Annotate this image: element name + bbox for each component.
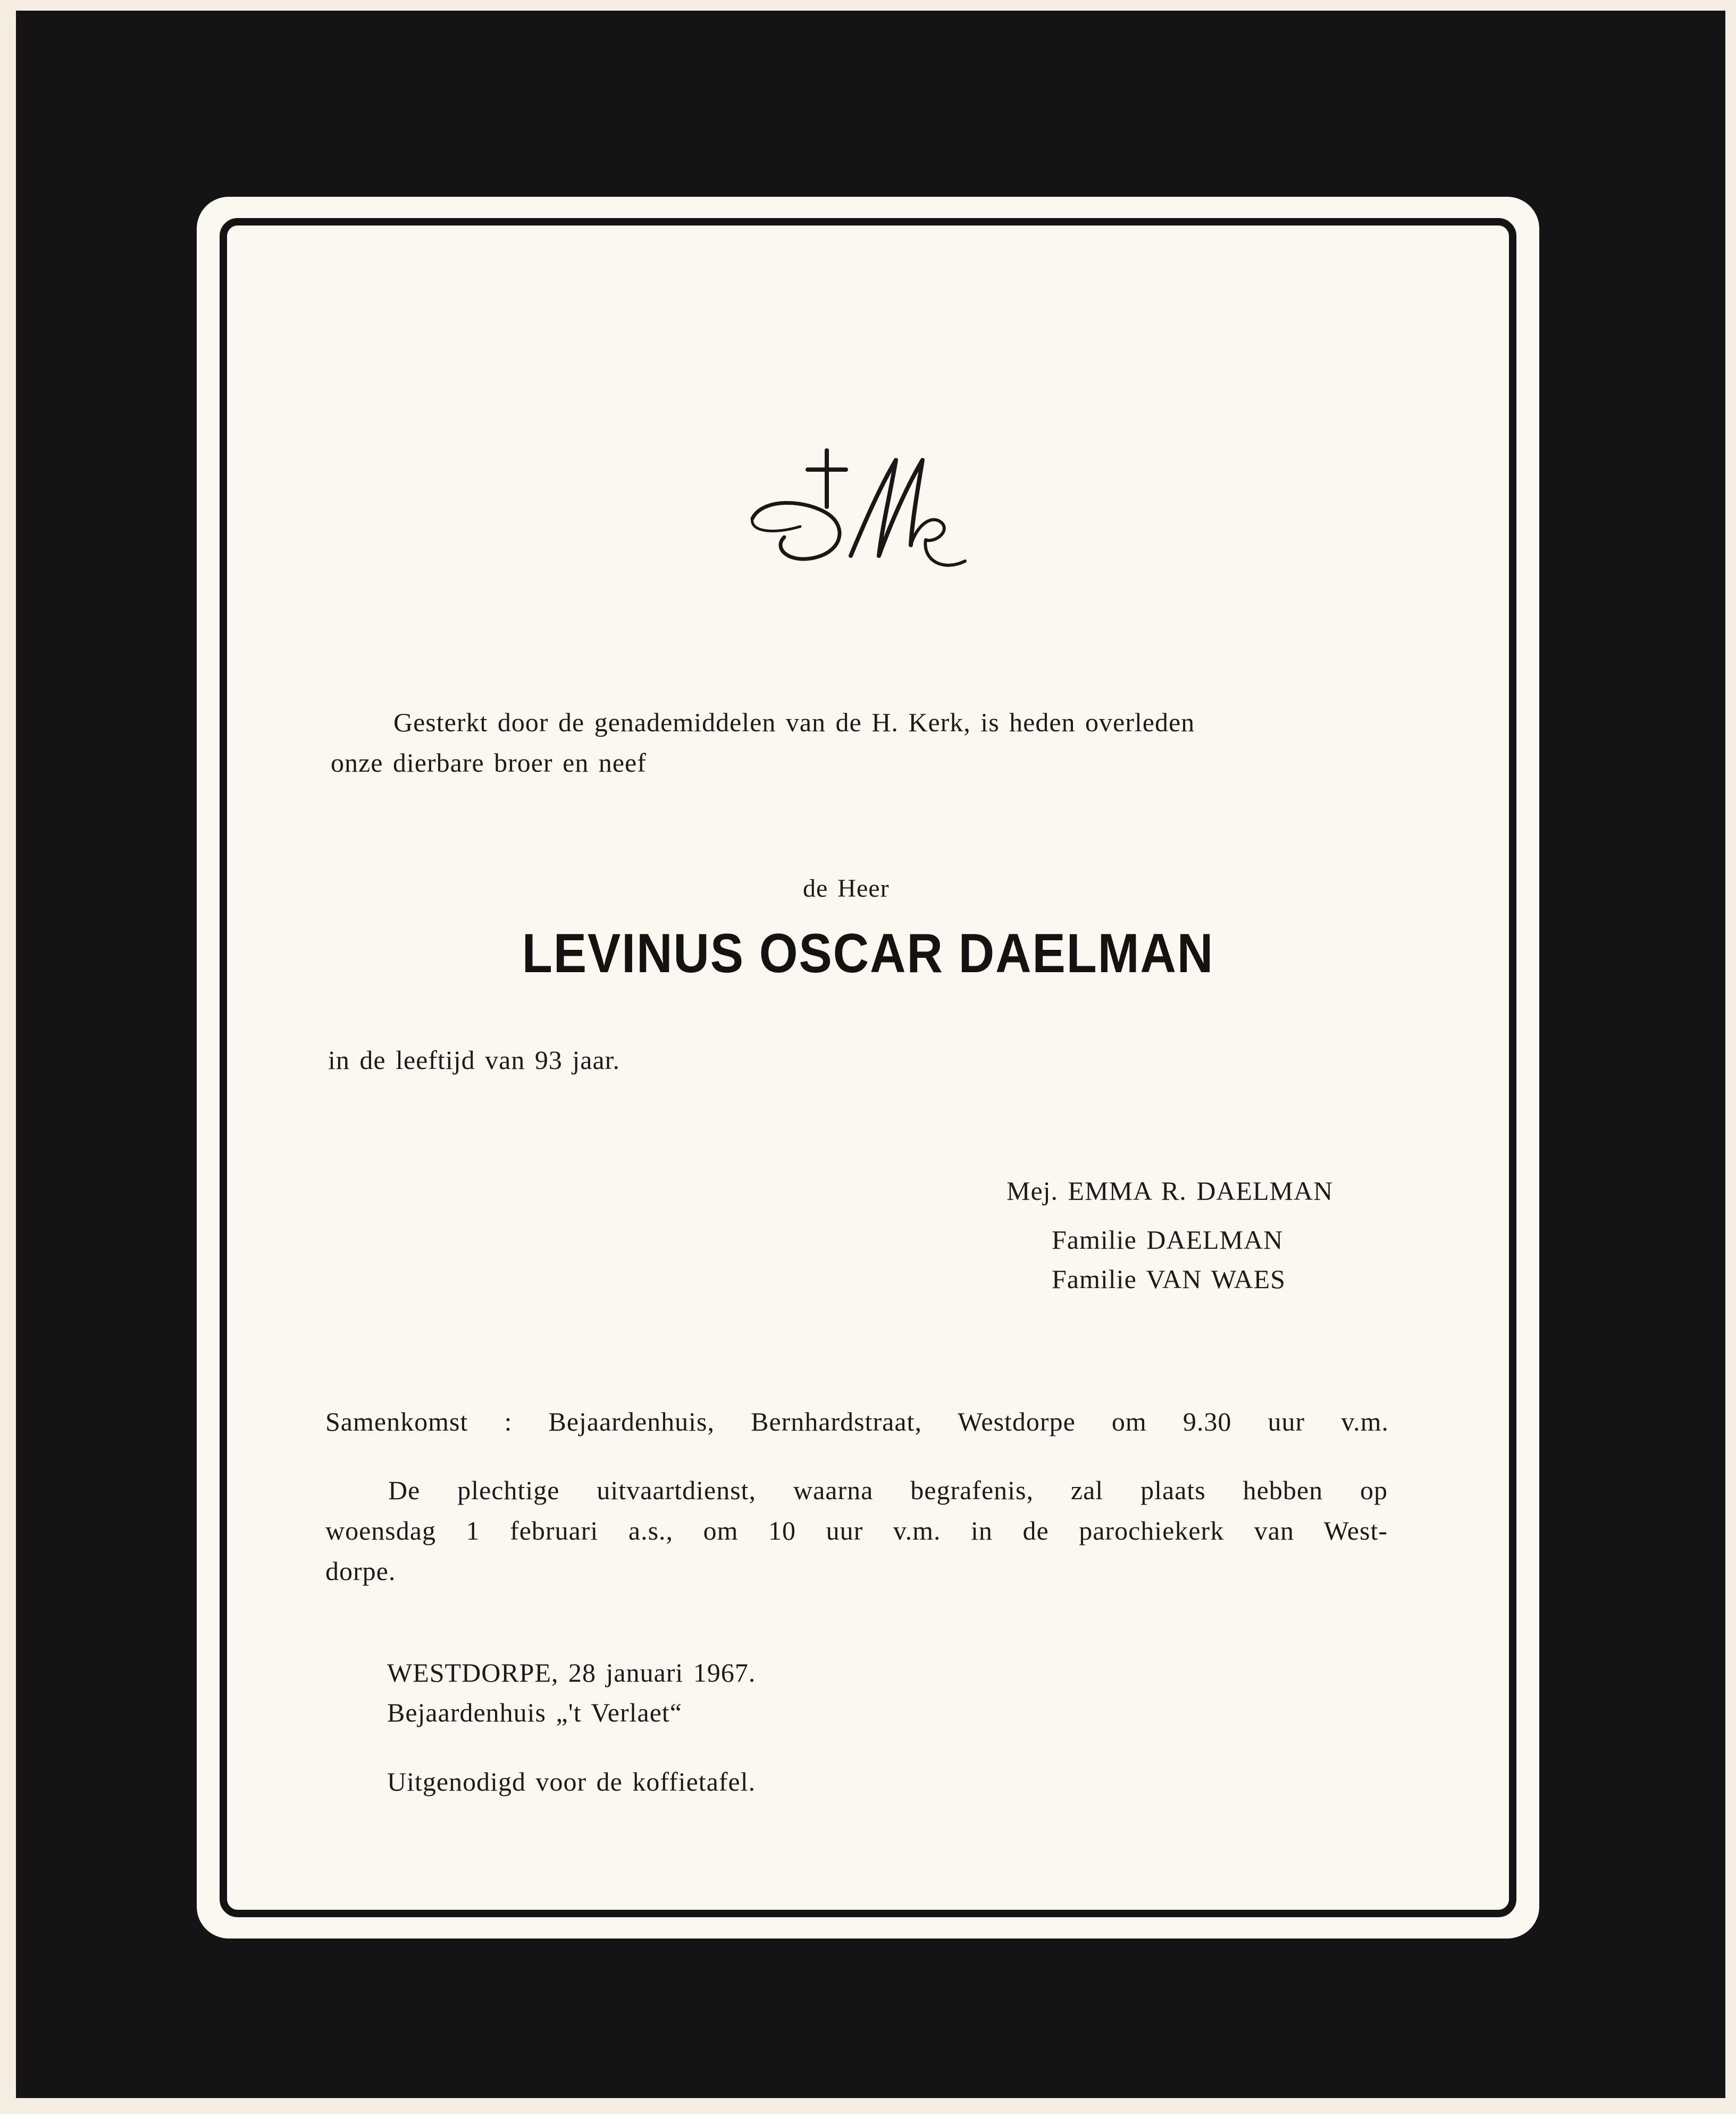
cross-monogram-icon	[742, 439, 976, 582]
dateline-place-date: WESTDORPE, 28 januari 1967.	[387, 1658, 756, 1687]
dateline-home: Bejaardenhuis „'t Verlaet“	[387, 1698, 682, 1727]
service-line-1: De plechtige uitvaartdienst, waarna begrafenis, zal plaats hebben op	[388, 1475, 1388, 1505]
intro-line-2: onze dierbare broer en neef	[331, 748, 647, 778]
gathering-line: Samenkomst : Bejaardenhuis, Bernhardstraat, Westdorpe om 9.30 uur v.m.	[325, 1407, 1389, 1436]
invitation-line: Uitgenodigd voor de koffietafel.	[387, 1767, 756, 1797]
age-line: in de leeftijd van 93 jaar.	[328, 1045, 620, 1075]
service-line-2: woensdag 1 februari a.s., om 10 uur v.m. in de parochiekerk van West-	[325, 1516, 1388, 1545]
title-prefix: de Heer	[803, 874, 890, 903]
mourner-1: Mej. EMMA R. DAELMAN	[1007, 1176, 1334, 1206]
deceased-name: LEVINUS OSCAR DAELMAN	[522, 923, 1214, 984]
mourner-2: Familie DAELMAN	[1052, 1225, 1284, 1255]
intro-line-1: Gesterkt door de genademiddelen van de H. Kerk, is heden overleden	[393, 707, 1195, 737]
mourner-3: Familie VAN WAES	[1052, 1264, 1286, 1294]
service-line-3: dorpe.	[325, 1556, 396, 1586]
